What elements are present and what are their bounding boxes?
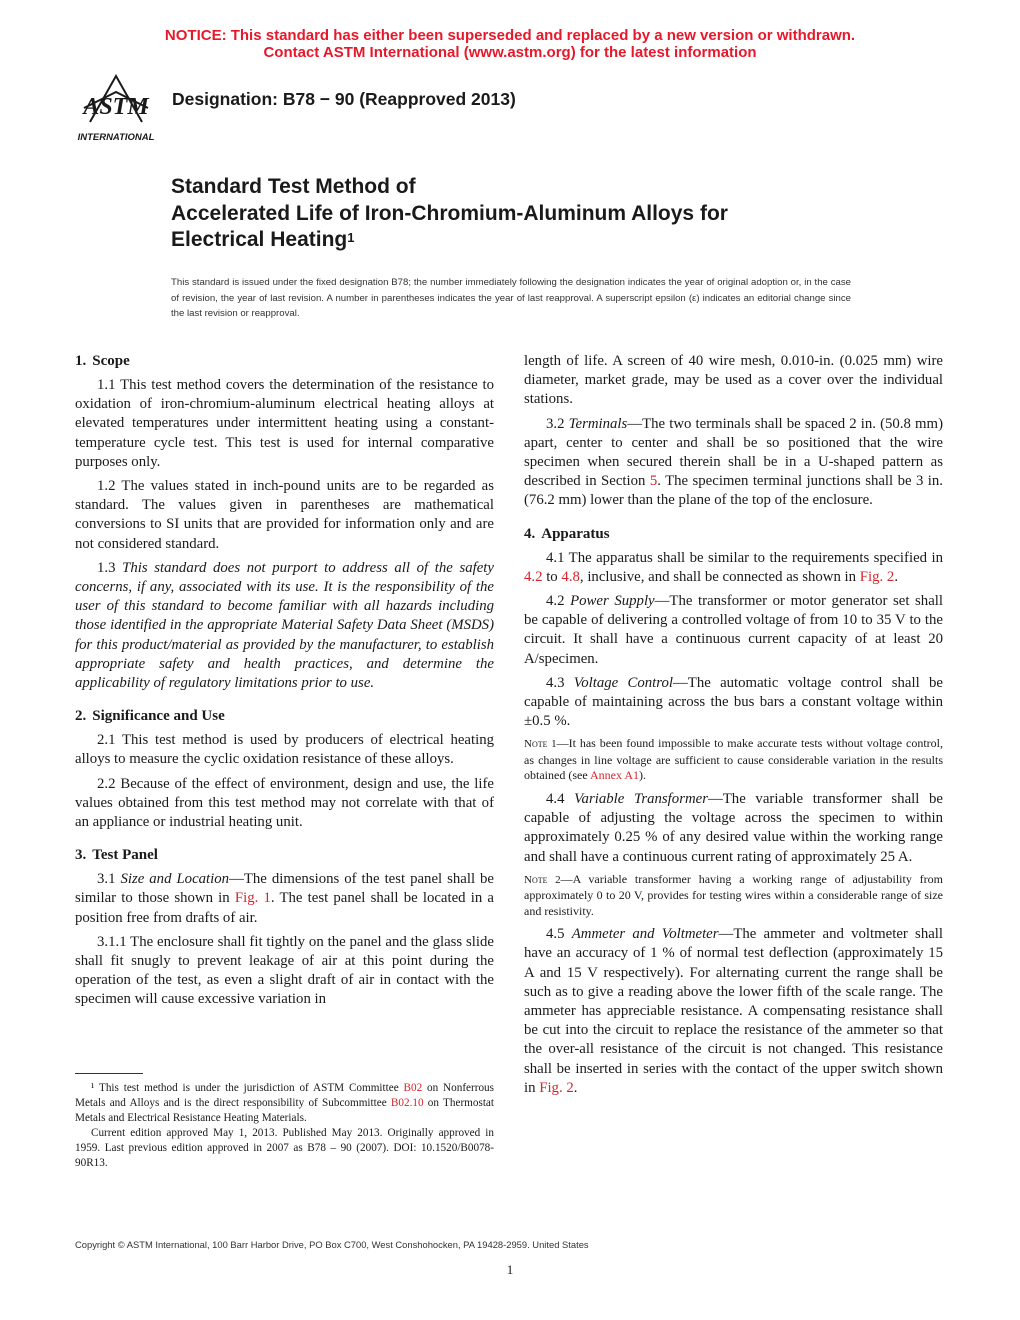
section-number: 4. — [524, 525, 536, 542]
paragraph-number: 4.3 — [546, 674, 574, 691]
section-number: 1. — [75, 353, 87, 369]
paragraph-term: Power Supply — [570, 593, 655, 610]
safety-statement: This standard does not purport to address all of the safety concerns, if any, associated with its use. It is the responsibility of the user of this standard to become familiar with all hazards including those identified in the appropriate Material Safety Data Sheet (MSDS) for this product/material as provided by the manufacturer, to establish appropriate safety and health practices, and determine the applicability of regulatory limitations prior to use. — [75, 559, 494, 692]
astm-logo — [70, 70, 162, 146]
paragraph-number: 4.5 — [546, 926, 572, 943]
paragraph-number: 3.1 — [97, 871, 121, 888]
logo-subtext: INTERNATIONAL — [77, 132, 155, 143]
paragraph-3-2 — [524, 415, 943, 511]
paragraph-4-1 — [524, 549, 943, 587]
paragraph-text: —The variable transformer shall be capable of adjusting the voltage across the specimen to within approximately 0.25 % of any desired value within the working range and shall have a continuous current rating of approximately 25 A. — [524, 790, 943, 865]
paragraph-2-1: 2.1 This test method is used by producers of electrical heating alloys to measure the cyclic oxidation resistance of these alloys. — [75, 732, 494, 768]
fig-1-link[interactable]: Fig. 1 — [234, 890, 271, 907]
paragraph-term: Variable Transformer — [574, 790, 708, 807]
annex-a1-link[interactable]: Annex A1 — [589, 768, 639, 783]
paragraph-1-2: 1.2 The values stated in inch-pound units are to be regarded as standard. The values given in parentheses are mathematical conversions to SI units that are provided for information only and are not considered standard. — [75, 478, 494, 552]
section-heading-apparatus — [524, 525, 943, 544]
copyright-line: Copyright © ASTM International, 100 Barr Harbor Drive, PO Box C700, West Conshohocken, PA 19428-2959. United States — [75, 1239, 589, 1250]
paragraph-text: —The automatic voltage control shall be capable of maintaining across the bus bars a constant voltage within ±0.5 %. — [524, 674, 943, 730]
paragraph-text: . The specimen terminal junctions shall be 3 in. (76.2 mm) lower than the plane of the top of the enclosure. — [524, 473, 943, 509]
fig-2-link[interactable]: Fig. 2 — [539, 1079, 574, 1096]
issuance-note: This standard is issued under the fixed designation B78; the number immediately following the designation indicates the year of original adoption or, in the case of revision, the year of last revision. A number in parentheses indicates the year of last reapproval. A superscript epsilon (ε) indicates an editorial change since the last revision or reapproval. — [171, 277, 851, 319]
note-text: —It has been found impossible to make accurate tests without voltage control, as changes in line voltage are sufficient to cause considerable variation in the results obtained (see — [524, 736, 943, 783]
paragraph-3-1-1-continued: length of life. A screen of 40 wire mesh, 0.010-in. (0.025 mm) wire diameter, market grade, may be used as a cover over the individual stations. — [524, 353, 943, 408]
title-line-3 — [171, 227, 871, 254]
section-heading-test-panel — [75, 846, 494, 865]
paragraph-number: 1.3 — [97, 559, 123, 576]
section-5-link[interactable]: 5 — [649, 473, 658, 490]
note-2 — [524, 872, 943, 920]
paragraph-text: —The dimensions of the test panel shall be similar to those shown in — [75, 871, 494, 907]
right-column — [524, 352, 943, 1103]
document-title — [171, 174, 871, 254]
title-line-2: Accelerated Life of Iron-Chromium-Aluminum Alloys for — [171, 201, 728, 225]
section-title: Significance and Use — [92, 708, 225, 725]
paragraph-4-5 — [524, 925, 943, 1098]
ref-4-8-link[interactable]: 4.8 — [561, 568, 580, 585]
committee-b02-link[interactable]: B02 — [403, 1082, 423, 1094]
paragraph-number: 4.2 — [546, 593, 571, 610]
paragraph-1-3 — [75, 559, 494, 693]
section-heading-scope — [75, 352, 494, 371]
designation: Designation: B78 − 90 (Reapproved 2013) — [172, 89, 516, 109]
left-column — [75, 352, 494, 1015]
notice-line-1: NOTICE: This standard has either been superseded and replaced by a new version or withdrawn. — [164, 27, 856, 44]
paragraph-text: , inclusive, and shall be connected as shown in — [579, 568, 860, 585]
section-heading-significance — [75, 707, 494, 726]
paragraph-term: Ammeter and Voltmeter — [571, 926, 719, 943]
paragraph-text: —The ammeter and voltmeter shall have an accuracy of 1 % of normal test deflection (approximately 15 A and 15 V respectively). For alternating current the range shall be such as to give a reading above the lower fifth of the scale range. The ammeter has appreciable resistance. A compensating resistance shall be cut into the circuit to replace the resistance of the ammeter so that the over-all resistance of the circuit is not changed. This resistance shall be inserted in series with the contact of the upper switch shown in — [524, 926, 944, 1096]
paragraph-text: . The test panel shall be located in a position free from drafts of air. — [75, 890, 494, 926]
title-line-1: Standard Test Method of — [171, 175, 416, 198]
paragraph-text: 4.1 The apparatus shall be similar to the requirements specified in — [546, 549, 943, 566]
supersede-notice — [0, 27, 1020, 61]
fig-2-link[interactable]: Fig. 2 — [859, 568, 895, 585]
title-footnote-mark: 1 — [347, 230, 355, 245]
paragraph-term: Voltage Control — [573, 674, 673, 691]
footnotes — [75, 1081, 494, 1171]
paragraph-term: Terminals — [568, 415, 628, 432]
ref-4-2-link[interactable]: 4.2 — [524, 568, 543, 585]
section-title: Scope — [92, 353, 130, 369]
paragraph-text: to — [542, 568, 562, 585]
paragraph-text: . — [573, 1079, 578, 1096]
footnote-text: on Nonferrous Metals and Alloys and is the direct responsibility of Subcommittee — [75, 1082, 495, 1109]
paragraph-4-2 — [524, 592, 943, 669]
footnote-1 — [75, 1081, 494, 1126]
notice-line-2: Contact ASTM International (www.astm.org) for the latest information — [263, 44, 757, 61]
paragraph-3-1 — [75, 870, 494, 928]
note-text: —A variable transformer having a working range of adjustability from approximately 0 to 20 V, provides for testing wires within a considerable range of size and resistivity. — [524, 871, 944, 918]
paragraph-text: —The transformer or motor generator set shall be capable of delivering a controlled voltage of from 10 to 35 V to the circuit. It shall have a continuous current capacity of at least 20 A/specimen. — [524, 593, 943, 667]
paragraph-4-4 — [524, 790, 943, 867]
footnote-divider — [75, 1073, 143, 1074]
paragraph-text: . — [894, 568, 899, 585]
title-line-3-text: Electrical Heating — [171, 228, 348, 251]
paragraph-3-1-1: 3.1.1 The enclosure shall fit tightly on the panel and the glass slide shall fit snugly to prevent leakage of air at this point during the operation of the test, as even a slight draft of air in contact with the specimen will cause excessive variation in — [75, 933, 494, 1008]
note-text: ). — [638, 768, 646, 783]
note-label: Note 1 — [524, 738, 557, 751]
footnote-text: on Thermostat Metals and Electrical Resistance Heating Materials. — [75, 1097, 494, 1124]
paragraph-number: 4.4 — [546, 790, 575, 807]
page-number: 1 — [506, 1262, 514, 1277]
paragraph-1-1: 1.1 This test method covers the determination of the resistance to oxidation of iron-chromium-aluminum electrical heating alloys at elevated temperatures under intermittent heating using a constant-temperature cycle test. This test is used for internal comparative purposes only. — [75, 377, 494, 470]
section-title: Test Panel — [92, 847, 158, 864]
section-title: Apparatus — [541, 525, 610, 542]
paragraph-term: Size and Location — [120, 871, 230, 888]
paragraph-text: —The two terminals shall be spaced 2 in. (50.8 mm) apart, center to center and shall be so positioned that the wire specimen when secured therein shall be in a U-shaped pattern as described in Section — [524, 415, 943, 490]
paragraph-2-2: 2.2 Because of the effect of environment, design and use, the life values obtained from this test method may not correlate with that of an appliance or industrial heating unit. — [75, 775, 494, 831]
footnote-text: ¹ This test method is under the jurisdiction of ASTM Committee — [91, 1082, 404, 1094]
footnote-2: Current edition approved May 1, 2013. Published May 2013. Originally approved in 1959. Last previous edition approved in 2007 as B78 – 90 (2007). DOI: 10.1520/B0078-90R13. — [75, 1127, 494, 1169]
section-number: 3. — [75, 847, 87, 864]
section-number: 2. — [75, 708, 87, 725]
subcommittee-b02-10-link[interactable]: B02.10 — [390, 1097, 424, 1109]
paragraph-4-3 — [524, 674, 943, 732]
paragraph-number: 3.2 — [546, 415, 569, 432]
note-label: Note 2 — [524, 873, 561, 886]
note-1 — [524, 736, 943, 784]
logo-text: ASTM — [83, 94, 149, 120]
